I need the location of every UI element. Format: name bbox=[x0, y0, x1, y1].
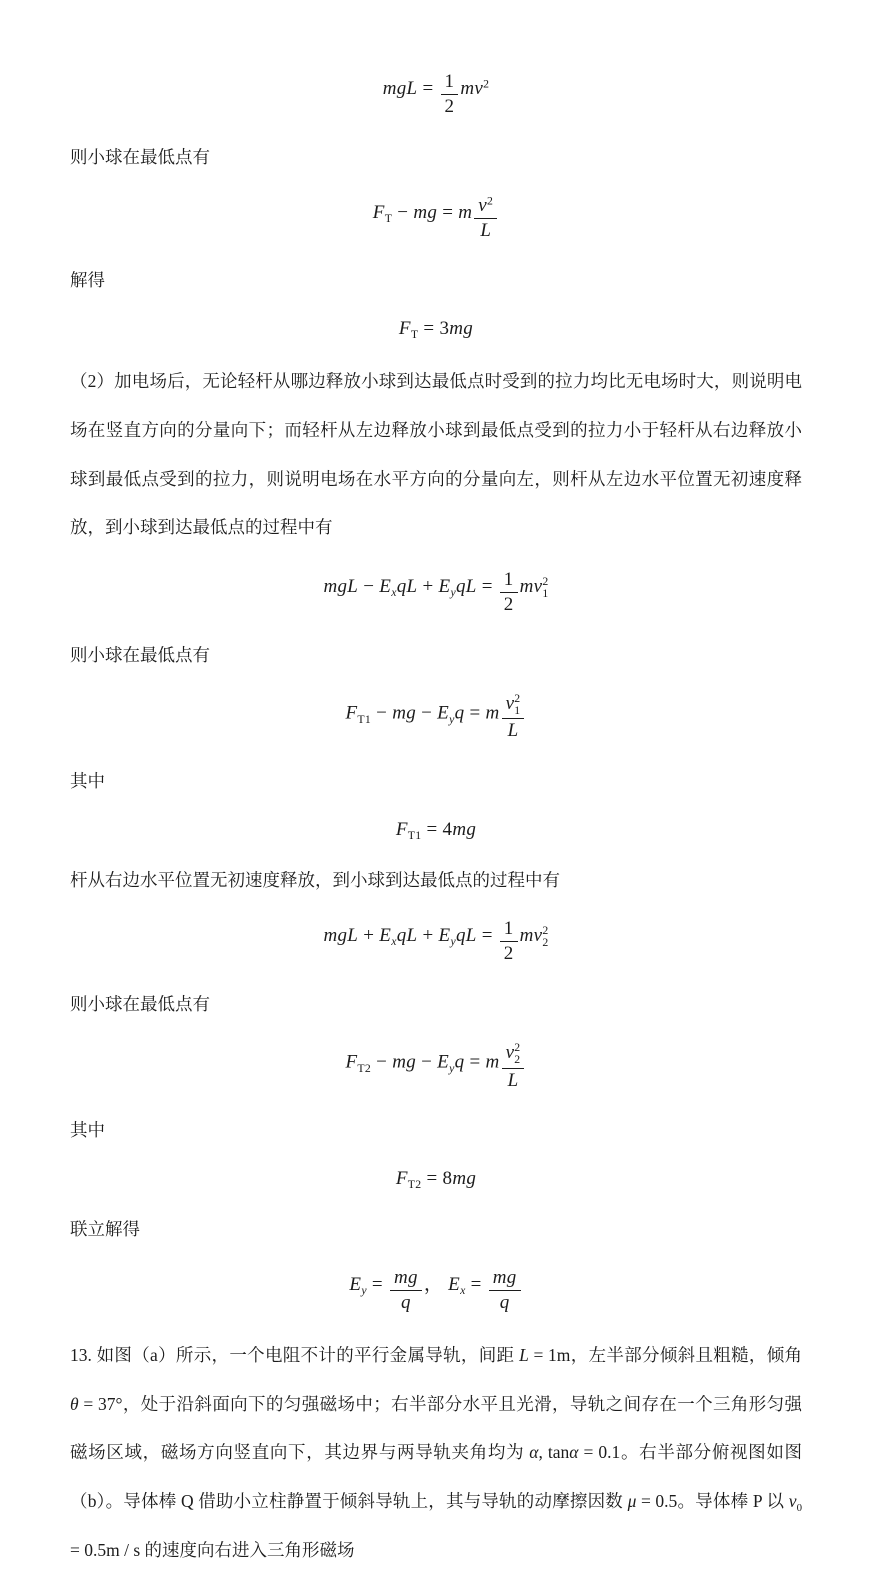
text-run: 解得 bbox=[70, 270, 105, 291]
math-variable: θ bbox=[70, 1393, 79, 1414]
math-supscript: 2 bbox=[483, 77, 490, 91]
math-subscript: x bbox=[391, 585, 397, 599]
text-run: − bbox=[358, 575, 380, 597]
text-run: 其中 bbox=[70, 771, 105, 792]
fraction-numerator bbox=[441, 71, 459, 95]
text-run: ，处于沿斜面向下的匀强磁场中；右半部分水平且光滑，导轨之间存在一个三角形匀强磁场区域，磁场方向竖直向下，其边界与两导轨夹角均为 bbox=[70, 1393, 802, 1463]
math-variable: F bbox=[398, 318, 411, 340]
document-content bbox=[70, 71, 802, 1574]
text-run: + bbox=[358, 924, 380, 946]
math-variable: v bbox=[505, 1041, 515, 1063]
text-run: 13. 如图（a）所示，一个电阻不计的平行金属导轨，间距 bbox=[70, 1345, 520, 1366]
math-variable: mv bbox=[519, 575, 543, 597]
text-run: − bbox=[371, 1051, 393, 1073]
math-variable: mg bbox=[449, 318, 474, 340]
math-variable: F bbox=[372, 201, 385, 223]
text-run: 。导体棒 P 以 bbox=[677, 1491, 789, 1512]
text-run: − bbox=[416, 1051, 438, 1073]
math-variable: qL bbox=[455, 575, 477, 597]
text-run: − bbox=[416, 702, 438, 724]
math-fraction bbox=[489, 1267, 521, 1314]
math-variable: q bbox=[400, 1292, 411, 1314]
math-subscript: 0 bbox=[796, 1501, 802, 1514]
text-run: 2 bbox=[444, 95, 455, 117]
paragraph bbox=[70, 357, 802, 552]
math-variable: mg bbox=[452, 819, 477, 841]
fraction-denominator bbox=[500, 593, 518, 616]
text-line bbox=[70, 144, 802, 169]
fraction-denominator bbox=[489, 1291, 521, 1314]
math-subsup-stack: 2 2 bbox=[514, 1040, 521, 1067]
math-fraction bbox=[502, 1042, 525, 1092]
text-run: 联立解得 bbox=[70, 1219, 140, 1240]
math-variable: v bbox=[505, 692, 515, 714]
math-variable: m bbox=[458, 201, 473, 223]
math-variable: L bbox=[480, 219, 492, 241]
text-run: 。右半部分俯视图如图（b）。导体棒 Q 借助小立柱静置于倾斜导轨上，其与导轨的动摩擦因数 bbox=[70, 1442, 803, 1512]
text-run: = 1m bbox=[528, 1345, 571, 1366]
text-run: + bbox=[417, 575, 439, 597]
text-run: = bbox=[417, 77, 439, 99]
text-run: = bbox=[465, 1274, 487, 1296]
math-formula bbox=[70, 819, 802, 841]
text-run: = 0.5m / s bbox=[70, 1539, 141, 1560]
math-subscript: T bbox=[410, 328, 419, 342]
math-variable: μ bbox=[627, 1491, 637, 1512]
math-subscript: x bbox=[460, 1284, 466, 1298]
text-run: ，左半部分倾斜且粗糙，倾角 bbox=[570, 1345, 803, 1366]
text-run: = 3 bbox=[418, 318, 450, 340]
math-variable: E bbox=[437, 702, 450, 724]
text-run: = 0.5 bbox=[636, 1491, 678, 1512]
text-run: 则小球在最低点有 bbox=[70, 644, 210, 665]
math-variable: v bbox=[788, 1491, 797, 1512]
math-formula bbox=[70, 693, 802, 743]
fraction-denominator bbox=[500, 942, 518, 965]
text-run: 其中 bbox=[70, 1120, 105, 1141]
math-variable: m bbox=[485, 702, 500, 724]
text-line bbox=[70, 642, 802, 667]
text-run: 1 bbox=[503, 918, 514, 940]
math-variable: E bbox=[379, 924, 392, 946]
text-run: = bbox=[476, 924, 498, 946]
text-run: = bbox=[366, 1274, 388, 1296]
fraction-numerator bbox=[502, 693, 525, 720]
math-fraction bbox=[502, 693, 525, 743]
fraction-denominator bbox=[390, 1291, 422, 1314]
text-run: 1 bbox=[444, 71, 455, 92]
fraction-numerator bbox=[500, 918, 518, 942]
text-line bbox=[70, 1117, 802, 1142]
math-subsup-stack: 2 2 bbox=[542, 923, 549, 950]
math-variable: E bbox=[379, 575, 392, 597]
text-run: 杆从右边水平位置无初速度释放，到小球到达最低点的过程中有 bbox=[70, 870, 560, 891]
math-variable: mgL bbox=[382, 77, 418, 99]
math-variable: mv bbox=[460, 77, 484, 99]
math-supscript: 2 bbox=[487, 194, 494, 208]
math-variable: qL bbox=[396, 575, 418, 597]
fraction-numerator bbox=[390, 1267, 422, 1291]
math-formula bbox=[70, 195, 802, 242]
math-variable: mg bbox=[392, 1051, 417, 1073]
text-line bbox=[70, 867, 802, 892]
math-formula bbox=[70, 918, 802, 965]
math-subscript: T2 bbox=[357, 1061, 372, 1075]
text-run: 1 bbox=[503, 568, 514, 590]
text-run: （2）加电场后，无论轻杆从哪边释放小球到达最低点时受到的拉力均比无电场时大，则说明电场在竖直方向的分量向下；而轻杆从左边释放小球到最低点受到的拉力小于轻杆从右边释放小球到最低点受到的拉力，则说明电场在水平方向的分量向左，则杆从左边水平位置无初速度释放，到小球到达最低点的过程中有 bbox=[70, 371, 802, 538]
math-subscript: T2 bbox=[407, 1178, 422, 1192]
fraction-numerator bbox=[502, 1042, 525, 1069]
fraction-denominator bbox=[502, 1069, 525, 1092]
text-run: 则小球在最低点有 bbox=[70, 146, 210, 167]
math-formula bbox=[70, 569, 802, 616]
math-variable: α bbox=[569, 1442, 579, 1463]
math-variable: mg bbox=[492, 1267, 517, 1289]
math-subscript: y bbox=[361, 1284, 367, 1298]
math-variable: qL bbox=[396, 924, 418, 946]
text-run: ， bbox=[423, 1274, 449, 1296]
math-subscript: y bbox=[450, 585, 456, 599]
text-line bbox=[70, 1216, 802, 1241]
math-variable: α bbox=[529, 1442, 539, 1463]
math-variable: mg bbox=[392, 702, 417, 724]
text-run: = 0.1 bbox=[578, 1442, 621, 1463]
math-variable: E bbox=[438, 575, 451, 597]
math-variable: mgL bbox=[323, 575, 359, 597]
math-variable: E bbox=[349, 1274, 362, 1296]
math-variable: mg bbox=[452, 1168, 477, 1190]
math-variable: qL bbox=[455, 924, 477, 946]
text-run: − bbox=[371, 702, 393, 724]
math-subscript: T1 bbox=[357, 712, 372, 726]
math-variable: mg bbox=[413, 201, 438, 223]
math-subscript: T1 bbox=[407, 829, 422, 843]
math-variable: E bbox=[448, 1274, 461, 1296]
math-subsup-stack: 2 1 bbox=[542, 574, 549, 601]
math-variable: E bbox=[437, 1051, 450, 1073]
math-variable: v bbox=[478, 194, 488, 216]
paragraph bbox=[70, 1331, 802, 1574]
text-line bbox=[70, 267, 802, 292]
text-run: 2 bbox=[503, 593, 514, 615]
math-variable: F bbox=[395, 1168, 408, 1190]
math-subscript: y bbox=[449, 1061, 455, 1075]
math-variable: m bbox=[485, 1051, 500, 1073]
math-formula bbox=[70, 1267, 802, 1314]
text-run: = bbox=[464, 702, 486, 724]
math-variable: q bbox=[499, 1292, 510, 1314]
text-run: = bbox=[476, 575, 498, 597]
math-variable: L bbox=[507, 720, 519, 742]
text-run: + bbox=[417, 924, 439, 946]
math-variable: L bbox=[507, 1069, 519, 1091]
math-variable: F bbox=[345, 702, 358, 724]
math-variable: q bbox=[454, 702, 465, 724]
text-run: 的速度向右进入三角形磁场 bbox=[140, 1539, 355, 1560]
text-run: , tan bbox=[538, 1442, 570, 1463]
text-line bbox=[70, 768, 802, 793]
text-run: = bbox=[437, 201, 459, 223]
math-formula bbox=[70, 1168, 802, 1190]
math-subscript: y bbox=[449, 712, 455, 726]
math-fraction bbox=[390, 1267, 422, 1314]
fraction-numerator bbox=[474, 195, 497, 219]
math-variable: mg bbox=[393, 1267, 418, 1289]
math-fraction bbox=[441, 71, 459, 118]
math-variable: mv bbox=[519, 924, 543, 946]
fraction-numerator bbox=[500, 569, 518, 593]
text-run: = 4 bbox=[421, 819, 453, 841]
math-formula bbox=[70, 1042, 802, 1092]
text-run: = 8 bbox=[421, 1168, 453, 1190]
text-run: = 37° bbox=[78, 1393, 123, 1414]
math-formula bbox=[70, 318, 802, 340]
math-variable: F bbox=[345, 1051, 358, 1073]
math-subscript: y bbox=[450, 935, 456, 949]
text-run: = bbox=[464, 1051, 486, 1073]
math-variable: E bbox=[438, 924, 451, 946]
fraction-denominator bbox=[441, 95, 459, 118]
math-subscript: x bbox=[391, 935, 397, 949]
text-run: 2 bbox=[503, 943, 514, 965]
math-variable: L bbox=[519, 1345, 529, 1366]
math-fraction bbox=[474, 195, 497, 242]
math-fraction bbox=[500, 918, 518, 965]
math-formula bbox=[70, 71, 802, 118]
text-line bbox=[70, 991, 802, 1016]
math-subsup-stack: 2 1 bbox=[514, 691, 521, 717]
fraction-numerator bbox=[489, 1267, 521, 1291]
math-fraction bbox=[500, 569, 518, 616]
math-variable: F bbox=[395, 819, 408, 841]
fraction-denominator bbox=[502, 719, 525, 742]
math-subscript: T bbox=[384, 211, 393, 225]
math-variable: q bbox=[454, 1051, 465, 1073]
fraction-denominator bbox=[474, 219, 497, 242]
math-variable: mgL bbox=[323, 924, 359, 946]
text-run: − bbox=[392, 201, 414, 223]
text-run: 则小球在最低点有 bbox=[70, 993, 210, 1014]
